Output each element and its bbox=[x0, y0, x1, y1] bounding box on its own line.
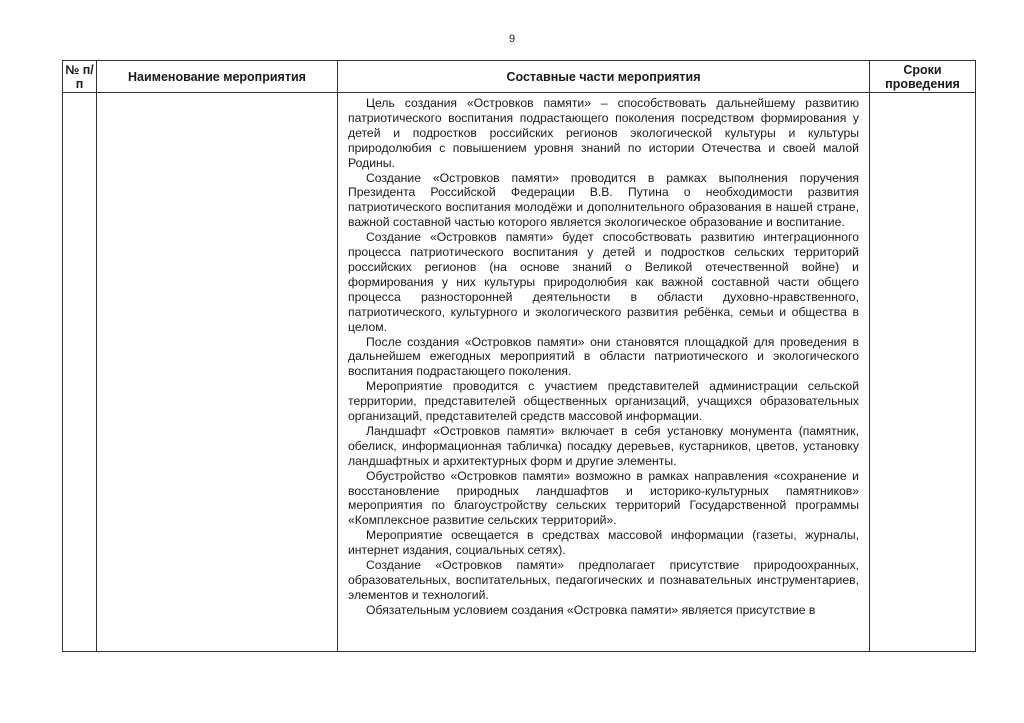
paragraph: Обустройство «Островков памяти» возможно в рамках направления «сохранение и восстановление природных ландшафтов и историко-культурных памятников» мероприятия по благоустройству сельских территорий Государственной программы «Комплексное развитие сельских территорий». bbox=[348, 468, 859, 528]
paragraph: Ландшафт «Островков памяти» включает в себя установку монумента (памятник, обелиск, информационная табличка) посадку деревьев, кустарников, цветов, установку ландшафтных и архитектурных форм и другие элементы. bbox=[348, 423, 859, 468]
paragraph: Создание «Островков памяти» предполагает присутствие природоохранных, образовательных, воспитательных, педагогических и познавательных инструментариев, элементов и технологий. bbox=[348, 558, 859, 602]
events-table bbox=[62, 60, 976, 652]
header-deadline: Сроки проведения bbox=[870, 61, 976, 93]
paragraph: Создание «Островков памяти» проводится в рамках выполнения поручения Президента Российской Федерации В.В. Путина о необходимости развития патриотического воспитания молодёжи и дополнительного образования в нашей стране, важной составной частью которого является экологическое образование и воспитание. bbox=[348, 170, 859, 230]
event-parts-text bbox=[338, 93, 869, 618]
paragraph: Мероприятие освещается в средствах массовой информации (газеты, журналы, интернет издания, социальных сетях). bbox=[348, 528, 859, 558]
table-header-row bbox=[63, 61, 976, 93]
cell-number bbox=[63, 93, 97, 652]
paragraph: Обязательным условием создания «Островка памяти» является присутствие в bbox=[366, 602, 816, 617]
header-number: № п/п bbox=[63, 61, 97, 93]
paragraph: Создание «Островков памяти» будет способствовать развитию интеграционного процесса патриотического воспитания у детей и подростков сельских территорий российских регионов (на основе знаний о Великой отечественной войне) и формирования у них культуры природолюбия как важной составной части общего процесса разносторонней деятельности в области духовно-нравственного, патриотического, культурного и экологического развития ребёнка, семьи и общества в целом. bbox=[348, 230, 859, 334]
header-event-name: Наименование мероприятия bbox=[97, 61, 338, 93]
header-event-parts: Составные части мероприятия bbox=[338, 61, 870, 93]
paragraph: Мероприятие проводится с участием представителей администрации сельской территории, представителей общественных организаций, учащихся образовательных организаций, представителей средств массовой информации. bbox=[348, 379, 859, 424]
table-row bbox=[63, 93, 976, 652]
cell-event-name bbox=[97, 93, 338, 652]
paragraph: Цель создания «Островков памяти» – способствовать дальнейшему развитию патриотического воспитания подрастающего поколения посредством формирования у детей и подростков российских регионов экологической культуры и культуры природолюбия с повышением уровня знаний по истории Отечества и своей малой Родины. bbox=[348, 96, 859, 170]
cell-event-parts bbox=[338, 93, 870, 652]
paragraph: После создания «Островков памяти» они становятся площадкой для проведения в дальнейшем ежегодных мероприятий в области патриотического и экологического воспитания подрастающего поколения. bbox=[348, 334, 859, 379]
cell-deadline bbox=[870, 93, 976, 652]
page-number: 9 bbox=[508, 33, 516, 45]
